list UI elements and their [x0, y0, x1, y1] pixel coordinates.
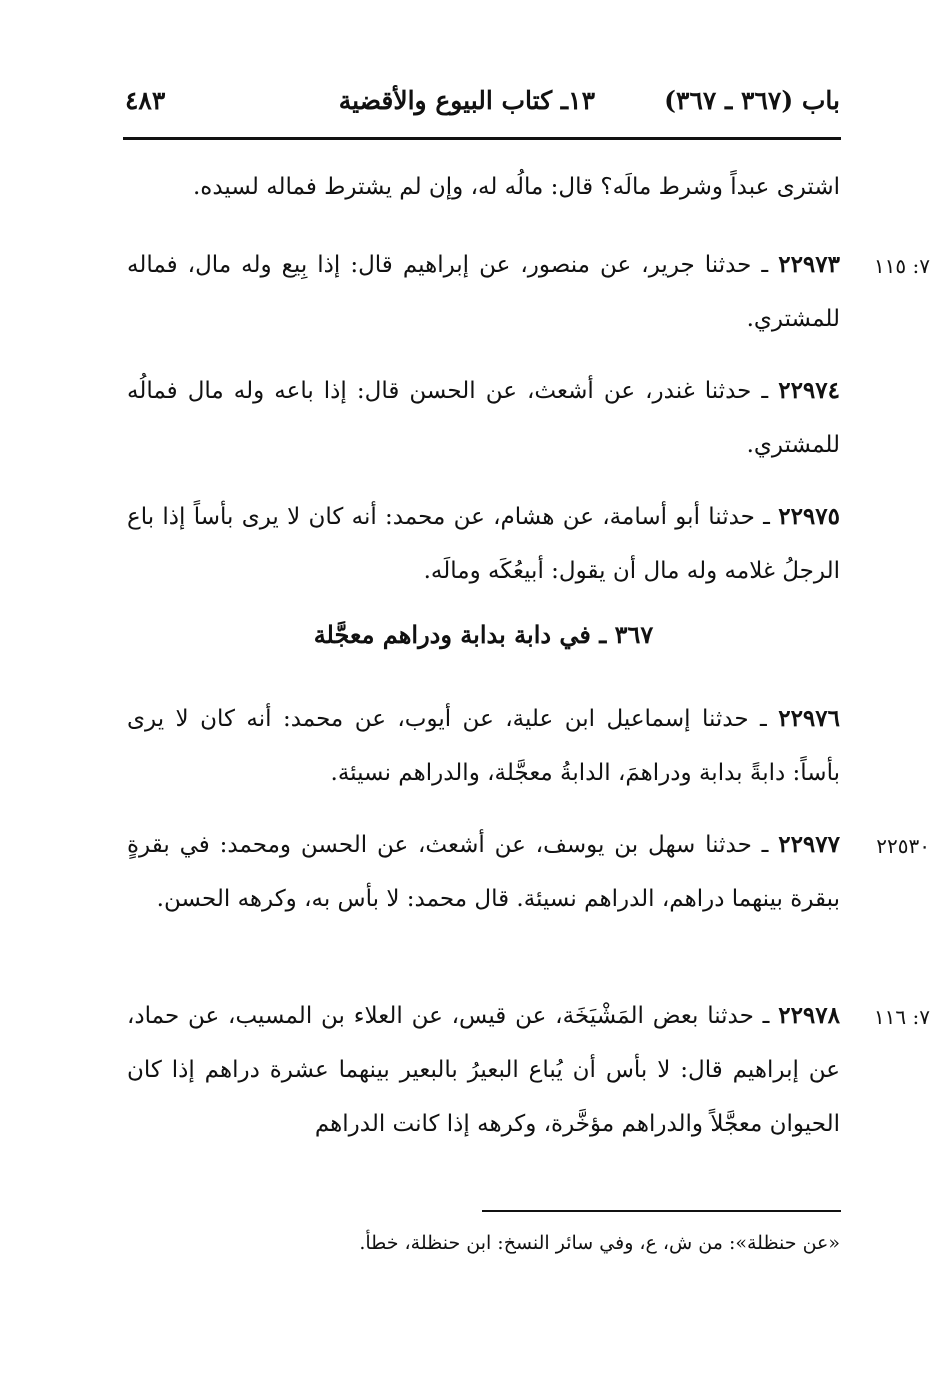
hadith-number: ٢٢٩٧٨	[778, 1002, 840, 1029]
hadith-text: ـ حدثنا سهل بن يوسف، عن أشعث، عن الحسن ومحمد: في بقرةٍ ببقرة بينهما دراهم، الدراهم نسيئة. قال محمد: لا بأس به، وكرهه الحسن.	[127, 832, 840, 912]
hadith-22976	[127, 692, 840, 800]
hadith-text: ـ حدثنا جرير، عن منصور، عن إبراهيم قال: إذا بِيع وله مال، فماله للمشتري.	[127, 252, 840, 332]
page-number: ٤٨٣	[125, 86, 166, 115]
hadith-number: ٢٢٩٧٥	[778, 503, 840, 530]
hadith-number: ٢٢٩٧٦	[778, 705, 840, 732]
paragraph-text: اشترى عبداً وشرط مالَه؟ قال: مالُه له، وإن لم يشترط فماله لسيده.	[192, 174, 840, 200]
hadith-number: ٢٢٩٧٧	[778, 831, 840, 858]
chapter-heading: ٣٦٧ ـ في دابة بدابة ودراهم معجَّلة	[313, 620, 654, 649]
hadith-number: ٢٢٩٧٣	[778, 251, 840, 278]
hadith-22974	[127, 364, 840, 472]
header-book-title: ١٣ـ كتاب البيوع والأقضية	[338, 86, 595, 115]
hadith-text: ـ حدثنا بعض المَشْيَخَة، عن قيس، عن العلاء بن المسيب، عن حماد، عن إبراهيم قال: لا بأس أن يُباع البعيرُ بالبعير بينهما عشرة دراهم إذا كان الحيوان معجَّلاً والدراهم مؤخَّرة، وكرهه إذا كانت الدراهم	[127, 1003, 840, 1137]
hadith-text: ـ حدثنا أبو أسامة، عن هشام، عن محمد: أنه كان لا يرى بأساً إذا باع الرجلُ غلامه وله مال أن يقول: أبيعُكَه ومالَه.	[127, 504, 840, 584]
paragraph-continuation	[127, 160, 840, 214]
footnote: «عن حنظلة»: من ش، ع، وفي سائر النسخ: ابن حنظلة، خطأ.	[359, 1232, 840, 1254]
hadith-text: ـ حدثنا غندر، عن أشعث، عن الحسن قال: إذا باعه وله مال فمالُه للمشتري.	[127, 378, 840, 458]
margin-ref: ٧: ١١٦	[873, 1005, 930, 1029]
footnote-rule	[482, 1210, 841, 1212]
hadith-number: ٢٢٩٧٤	[778, 377, 840, 404]
header-section: باب (٣٦٧ ـ ٣٦٧)	[664, 86, 840, 115]
hadith-text: ـ حدثنا إسماعيل ابن علية، عن أيوب، عن محمد: أنه كان لا يرى بأساً: دابةً بدابة ودراهمَ، الدابةُ معجَّلة، والدراهم نسيئة.	[127, 706, 840, 786]
page-header	[125, 82, 840, 126]
hadith-22978	[127, 989, 840, 1151]
margin-ref: ٢٢٥٣٠	[876, 834, 930, 858]
hadith-22977	[127, 818, 840, 926]
margin-ref: ٧: ١١٥	[873, 254, 930, 278]
hadith-22973	[127, 238, 840, 346]
hadith-22975	[127, 490, 840, 598]
header-rule	[123, 137, 841, 140]
